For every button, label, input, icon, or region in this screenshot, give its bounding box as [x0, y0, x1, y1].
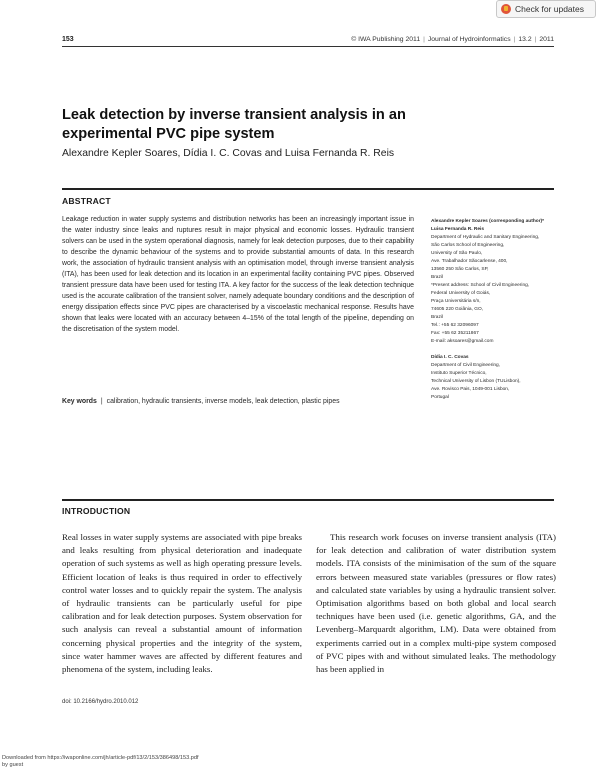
- publisher-copyright: © IWA Publishing 2011: [351, 36, 421, 43]
- affiliation-line: São Carlos School of Engineering,: [431, 243, 505, 248]
- affiliation-line: Fax: +55 62 35211867: [431, 331, 479, 336]
- doi: doi: 10.2166/hydro.2010.012: [62, 699, 139, 705]
- page-number: 153: [62, 36, 74, 43]
- affiliation-line: University of São Paulo,: [431, 251, 483, 256]
- download-source-link[interactable]: Downloaded from https://iwaponline.com/jh/article-pdf/13/2/153/386498/153.pdf: [2, 755, 199, 761]
- introduction-heading: INTRODUCTION: [62, 506, 131, 516]
- article-title: Leak detection by inverse transient analysis in an experimental PVC pipe system: [62, 107, 406, 142]
- affiliation-line: Ave. Trabalhador Sãocarlense, 400,: [431, 259, 508, 264]
- abstract-heading: ABSTRACT: [62, 196, 111, 206]
- affiliation-line: Department of Civil Engineering,: [431, 363, 501, 368]
- download-user: by guest: [2, 762, 24, 768]
- affiliation-line: Portugal: [431, 395, 449, 400]
- affiliations: [431, 218, 556, 402]
- affiliation-line: Federal University of Goiás,: [431, 291, 491, 296]
- author-list: Alexandre Kepler Soares, Dídia I. C. Covas and Luisa Fernanda R. Reis: [62, 148, 395, 159]
- introduction-paragraph: This research work focuses on inverse transient analysis (ITA) for leak detection and calibration of water distribution system models. ITA consists of the minimisation of the sum of the square errors between measured state variables (pressures or flow rates) and calculated state variables by using a hydraulic transient solver. Optimisation algorithms based on both global and local search techniques have been used (i.e. genetic algorithms, GA, and the Levenberg–Marquardt algorithm, LM). Data were obtained from experiments carried out in a complex multi-pipe system composed of PVC pipes with and without simulated leaks. The methodology has been applied in: [316, 532, 556, 675]
- affiliation-line: Instituto Superior Técnico,: [431, 371, 487, 376]
- affiliation-line: Technical University of Lisbon (TULisbon),: [431, 379, 521, 384]
- journal-name: Journal of Hydroinformatics: [427, 36, 511, 43]
- header-rule: [62, 46, 554, 47]
- affiliation-line: Tel.: +55 62 32096097: [431, 323, 479, 328]
- affiliation-line: Ave. Rovisco Pais, 1049-001 Lisbon,: [431, 387, 510, 392]
- keywords-list: calibration, hydraulic transients, inverse models, leak detection, plastic pipes: [106, 398, 340, 405]
- affiliation-line: Brazil: [431, 275, 443, 280]
- introduction-rule: [62, 499, 554, 501]
- introduction-column-left: [62, 531, 302, 676]
- affiliation-author: Alexandre Kepler Soares (corresponding author)*: [431, 219, 545, 224]
- affiliation-line: Praça Universitária s/n,: [431, 299, 481, 304]
- publication-year: 2011: [539, 36, 554, 43]
- keywords: Key words | calibration, hydraulic transients, inverse models, leak detection, plastic pipes: [62, 398, 340, 405]
- crossmark-icon: [501, 4, 511, 14]
- running-header: © IWA Publishing 2011 | Journal of Hydroinformatics | 13.2 | 2011: [351, 36, 554, 43]
- affiliation-line: Brazil: [431, 315, 443, 320]
- introduction-paragraph: Real losses in water supply systems are associated with pipe breaks and leaks resulting from physical deterioration and inadequate operation of such systems as well as high operating pressure levels. Efficient location of leaks is thus required in order to effectively control water losses and to quickly repair the system. The analysis of hydraulic transients can be particularly useful for pipe calibration and for leak detection purposes. System observation for such analysis can reveal a substantial amount of information concerning physical properties and the integrity of the system, since water hammer waves are affected by different features and phenomena of the system, including leaks.: [62, 532, 302, 675]
- introduction-column-right: [316, 531, 556, 676]
- affiliation-author: Luisa Fernanda R. Reis: [431, 227, 485, 232]
- affiliation-line: *Present address: School of Civil Engineering,: [431, 283, 530, 288]
- download-footer: [2, 755, 199, 769]
- abstract-rule: [62, 188, 554, 190]
- check-for-updates-button[interactable]: [496, 0, 596, 18]
- check-for-updates-label: Check for updates: [515, 4, 584, 14]
- abstract-text: Leakage reduction in water supply systems and distribution networks has been an increasingly important issue in the water industry since leaks and ruptures result in major physical and economic losses. Hydraulic transient solvers can be used in the system operational diagnosis, namely for leak detection purposes, due to their capability to describe the dynamic behaviour of the systems and to provide substantial amounts of data. In this research work, the association of hydraulic transient analysis with an optimisation model, through inverse transient analysis (ITA), has been used for leak detection and its location in an experimental facility containing PVC pipes. Observed transient pressure data have been used for testing ITA. A key factor for the success of the leak detection technique used is the accurate calibration of the transient solver, namely adequate boundary conditions and the description of energy dissipation effects since PVC pipes are characterised by a viscoelastic mechanical response. Results have shown that leaks were located with an accuracy between 4–15% of the total length of the pipeline, depending on the discretisation of the system model.: [62, 216, 414, 334]
- keywords-label: Key words: [62, 398, 97, 405]
- affiliation-line: 13560 250 São Carlos, SP,: [431, 267, 489, 272]
- affiliation-line: Department of Hydraulic and Sanitary Engineering,: [431, 235, 540, 240]
- affiliation-author: Dídia I. C. Covas: [431, 355, 469, 360]
- volume-issue: 13.2: [518, 36, 532, 43]
- affiliation-line: 74605 220 Goiânia, GO,: [431, 307, 484, 312]
- affiliation-email: E-mail: aksoares@gmail.com: [431, 339, 494, 344]
